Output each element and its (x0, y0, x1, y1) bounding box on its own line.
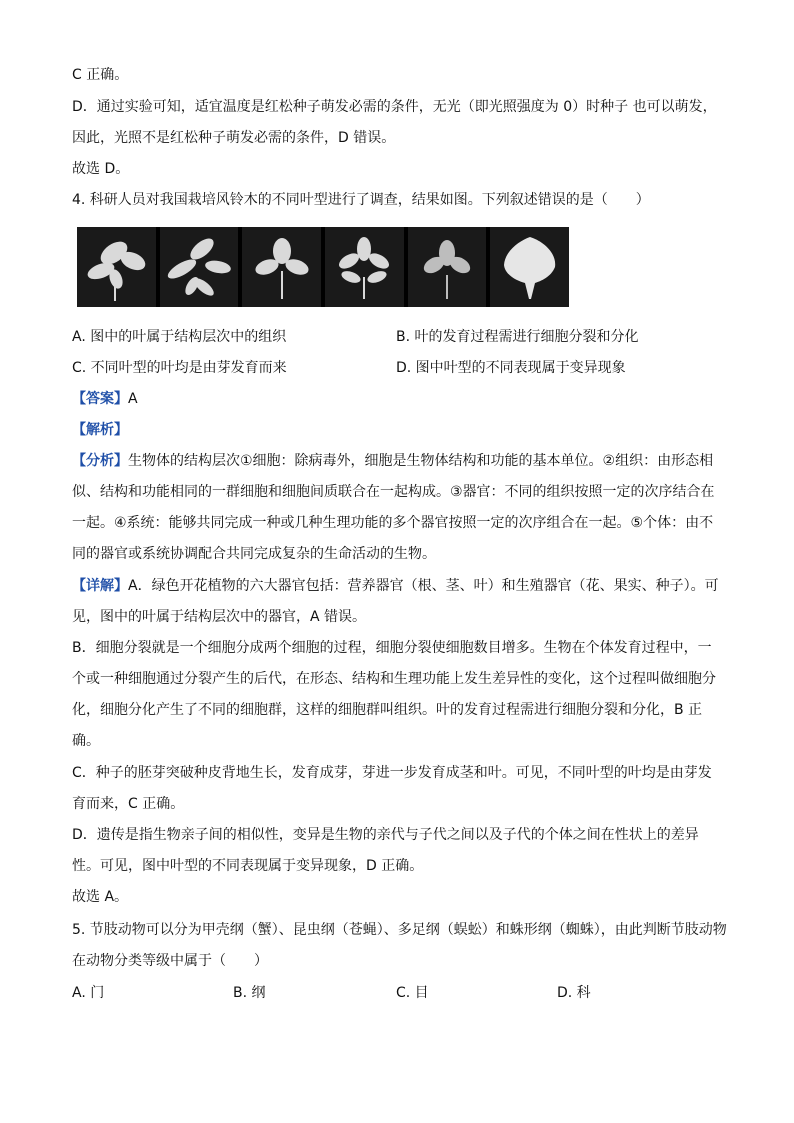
palmate-leaf-icon (164, 231, 234, 303)
analysis-tag: 【解析】 (72, 422, 128, 438)
leaf-photo-4 (325, 227, 404, 307)
answer-value: A (128, 391, 138, 407)
q4-xiangjie-line-1 (72, 576, 719, 596)
q4-fenxi-line-4: 同的器官或系统协调配合共同完成复杂的生命活动的生物。 (72, 546, 436, 562)
simple-leaf-icon (495, 231, 565, 303)
palmate-leaf-icon (412, 231, 482, 303)
q4-fenxi-line-2: 似、结构和功能相同的一群细胞和细胞间质联合在一起构成。③器官：不同的组织按照一定的次序结合在 (72, 484, 715, 500)
question-4-stem: 4. 科研人员对我国栽培风铃木的不同叶型进行了调查，结果如图。下列叙述错误的是（ ） (72, 192, 650, 208)
answer-tag: 【答案】 (72, 391, 128, 407)
leaf-photo-3 (242, 227, 321, 307)
palmate-leaf-icon (329, 231, 399, 303)
q5-option-c: C. 目 (396, 985, 429, 1001)
q4-detail-line-7: 育而来，C 正确。 (72, 796, 185, 812)
q4-detail-line-9: 性。可见，图中叶型的不同表现属于变异现象，D 正确。 (72, 858, 424, 874)
leaf-type-photos (77, 227, 569, 307)
q4-detail-line-8: D．遗传是指生物亲子间的相似性，变异是生物的亲代与子代之间以及子代的个体之间在性状上的差异 (72, 827, 699, 843)
q4-option-c: C. 不同叶型的叶均是由芽发育而来 (72, 360, 287, 376)
q4-option-d: D. 图中叶型的不同表现属于变异现象 (396, 360, 626, 376)
leaf-photo-1 (77, 227, 156, 307)
q4-analysis-tag (72, 420, 128, 440)
xiangjie-tag: 【详解】 (72, 578, 128, 594)
question-5-stem-1: 5. 节肢动物可以分为甲壳纲（蟹）、昆虫纲（苍蝇）、多足纲（蜈蚣）和蛛形纲（蜘蛛），由此判断节肢动物 (72, 922, 727, 938)
q4-detail-line-4: 化，细胞分化产生了不同的细胞群，这样的细胞群叫组织。叶的发育过程需进行细胞分裂和分化，B 正 (72, 702, 703, 718)
q4-answer (72, 389, 138, 409)
leaf-photo-5 (408, 227, 487, 307)
q5-option-b: B. 纲 (233, 985, 266, 1001)
q4-fenxi-line-3: 一起。④系统：能够共同完成一种或几种生理功能的多个器官按照一定的次序组合在一起。⑤个体：由不 (72, 515, 714, 531)
q4-option-b: B. 叶的发育过程需进行细胞分裂和分化 (396, 329, 639, 345)
q4-option-a: A. 图中的叶属于结构层次中的组织 (72, 329, 287, 345)
palmate-leaf-icon (247, 231, 317, 303)
palmate-leaf-icon (81, 231, 151, 303)
leaf-photo-2 (160, 227, 239, 307)
q4-detail-line-3: 个或一种细胞通过分裂产生的后代，在形态、结构和生理功能上发生差异性的变化，这个过程叫做细胞分 (72, 671, 716, 687)
fenxi-tag: 【分析】 (72, 453, 128, 469)
q4-detail-line-5: 确。 (72, 733, 100, 749)
prev-answer-line-1: C 正确。 (72, 67, 129, 83)
q4-detail-line-6: C．种子的胚芽突破种皮背地生长，发育成芽，芽进一步发育成茎和叶。可见，不同叶型的叶均是由芽发 (72, 765, 712, 781)
prev-answer-line-3: 因此，光照不是红松种子萌发必需的条件，D 错误。 (72, 130, 396, 146)
xiangjie-text-1: A．绿色开花植物的六大器官包括：营养器官（根、茎、叶）和生殖器官（花、果实、种子）。可 (128, 578, 719, 594)
q4-detail-line-10: 故选 A。 (72, 889, 129, 905)
q4-detail-line-1: 见，图中的叶属于结构层次中的器官，A 错误。 (72, 609, 367, 625)
q4-detail-line-2: B．细胞分裂就是一个细胞分成两个细胞的过程，细胞分裂使细胞数目增多。生物在个体发育过程中，一 (72, 640, 712, 656)
q5-option-a: A. 门 (72, 985, 105, 1001)
prev-answer-line-2: D．通过实验可知，适宜温度是红松种子萌发必需的条件，无光（即光照强度为 0）时种子 也可以萌发， (72, 99, 717, 115)
leaf-photo-6 (490, 227, 569, 307)
q4-fenxi-line-1 (72, 451, 713, 471)
prev-answer-line-4: 故选 D。 (72, 161, 130, 177)
q5-option-d: D. 科 (557, 985, 591, 1001)
fenxi-text-1: 生物体的结构层次①细胞：除病毒外，细胞是生物体结构和功能的基本单位。②组织：由形态相 (128, 453, 714, 469)
question-5-stem-2: 在动物分类等级中属于（ ） (72, 953, 268, 969)
